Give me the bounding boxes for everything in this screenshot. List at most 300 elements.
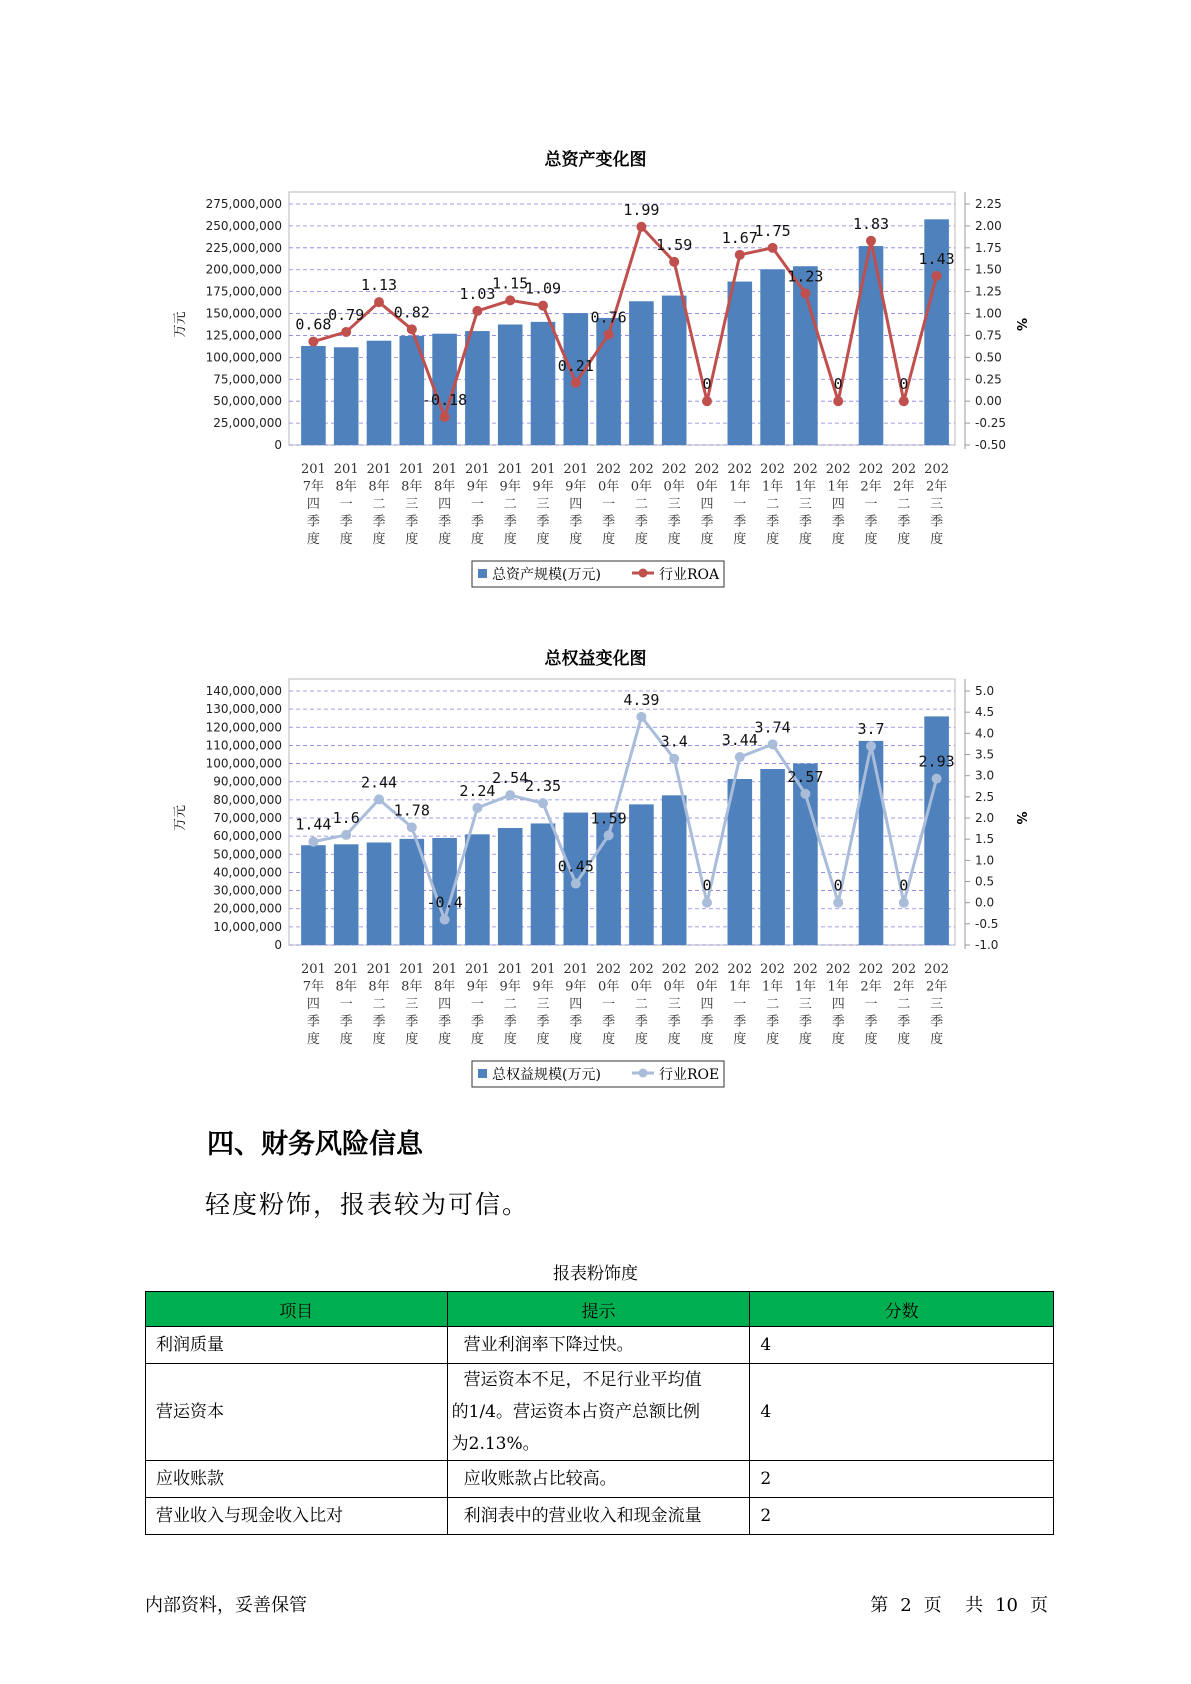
x-tick-label: 四 [831, 997, 845, 1012]
x-tick-label: 季 [831, 514, 845, 530]
x-tick-label: 1年 [729, 979, 751, 995]
total-equity-chart [0, 650, 1191, 1090]
x-tick-label: 8年 [433, 479, 456, 495]
x-tick-label: 度 [536, 532, 550, 547]
row-score: 4 [750, 1327, 1054, 1364]
bar [367, 341, 392, 445]
x-tick-label: 201 [399, 962, 425, 977]
footer-page-prefix: 第 [870, 1595, 889, 1616]
x-tick-label: 四 [569, 997, 583, 1012]
y2-tick-label: 4.5 [975, 705, 995, 720]
x-tick-label: 季 [536, 1014, 550, 1030]
y2-tick-label: 0.00 [975, 394, 1002, 409]
line-point [440, 412, 450, 422]
row-hint-line: 为2.13%。 [451, 1434, 540, 1454]
x-tick-label: 度 [766, 532, 780, 547]
x-tick-label: 201 [464, 462, 490, 477]
x-tick-label: 度 [339, 532, 353, 547]
row-item: 应收账款 [146, 1461, 448, 1498]
line-point [571, 879, 581, 889]
y2-axis-label: % [1013, 317, 1028, 332]
point-label: 1.43 [918, 249, 955, 268]
bar [301, 346, 326, 445]
x-tick-label: 度 [405, 1032, 419, 1047]
x-tick-label: 202 [792, 462, 818, 477]
y-tick-label: 250,000,000 [205, 218, 282, 233]
total-assets-chart [0, 150, 1191, 590]
bar [760, 769, 785, 945]
point-label: 1.44 [295, 815, 332, 834]
bar [728, 282, 753, 445]
bar [334, 347, 359, 445]
y-tick-label: 150,000,000 [205, 306, 282, 321]
row-item: 营业收入与现金收入比对 [146, 1498, 448, 1535]
x-tick-label: 8年 [401, 979, 423, 995]
x-tick-label: 一 [602, 497, 616, 512]
x-tick-label: 0年 [696, 479, 718, 495]
point-label: -0.4 [426, 893, 463, 912]
y-axis-label: 万元 [173, 804, 188, 832]
y-tick-label: 90,000,000 [213, 774, 282, 789]
point-label: 2.54 [492, 769, 529, 788]
x-tick-label: 202 [694, 462, 720, 477]
point-label: 0 [702, 375, 712, 394]
line-point [669, 257, 679, 267]
x-tick-label: 四 [831, 497, 845, 512]
y2-tick-label: 2.00 [975, 218, 1002, 233]
line-point [899, 898, 909, 908]
point-label: 3.4 [660, 732, 688, 751]
point-label: 2.44 [360, 773, 398, 792]
y2-tick-label: -0.25 [975, 416, 1007, 431]
x-tick-label: 季 [339, 514, 353, 530]
footer-page-number: 2 [900, 1595, 912, 1616]
x-tick-label: 度 [602, 532, 616, 547]
x-tick-label: 0年 [630, 479, 653, 495]
line-point [604, 830, 614, 840]
y-tick-label: 275,000,000 [205, 197, 282, 211]
line-point [866, 236, 876, 246]
line-point [341, 830, 351, 840]
x-tick-label: 2年 [860, 479, 882, 495]
x-tick-label: 度 [470, 1032, 484, 1047]
x-tick-label: 8年 [368, 479, 390, 495]
x-tick-label: 度 [306, 532, 320, 547]
line-point [407, 324, 417, 334]
x-tick-label: 202 [596, 462, 622, 477]
x-tick-label: 季 [306, 514, 320, 530]
x-tick-label: 2年 [893, 479, 915, 495]
point-label: 1.13 [360, 276, 398, 295]
point-label: 1.15 [492, 274, 529, 293]
chart-1-title: 总资产变化图 [544, 150, 647, 170]
x-tick-label: 201 [333, 462, 359, 477]
x-tick-label: 0年 [663, 979, 685, 995]
line-point [702, 396, 712, 406]
x-tick-label: 201 [563, 962, 589, 977]
x-tick-label: 四 [700, 997, 714, 1012]
x-tick-label: 1年 [827, 979, 849, 995]
y2-tick-label: 2.0 [975, 811, 995, 825]
x-tick-label: 8年 [401, 479, 423, 495]
y-tick-label: 60,000,000 [213, 829, 282, 844]
x-tick-label: 202 [727, 962, 753, 977]
line-point [800, 288, 810, 298]
x-tick-label: 9年 [532, 979, 554, 995]
legend-line-marker [639, 1069, 648, 1078]
x-tick-label: 201 [399, 462, 425, 477]
x-tick-label: 度 [930, 532, 944, 547]
line-point [932, 774, 942, 784]
x-tick-label: 7年 [302, 479, 325, 495]
point-label: 3.74 [754, 718, 791, 737]
x-tick-label: 度 [831, 532, 845, 547]
x-tick-label: 度 [438, 532, 452, 547]
point-label: 2.24 [459, 781, 496, 800]
table-header-row [146, 1292, 1054, 1327]
x-tick-label: 季 [438, 1014, 452, 1030]
legend-bar-swatch [478, 1069, 487, 1078]
x-tick-label: 201 [366, 462, 392, 477]
line-point [899, 396, 909, 406]
x-tick-label: 202 [858, 962, 884, 977]
line-point [440, 915, 450, 925]
y-tick-label: 140,000,000 [205, 684, 282, 698]
y2-tick-label: 1.0 [975, 853, 995, 868]
x-tick-label: 季 [930, 514, 944, 530]
x-tick-label: 9年 [466, 479, 489, 495]
x-tick-label: 9年 [466, 979, 489, 995]
y2-tick-label: 5.0 [975, 684, 995, 698]
conclusion-text: 轻度粉饰，报表较为可信。 [205, 1190, 530, 1219]
x-tick-label: 三 [536, 997, 550, 1012]
x-tick-label: 季 [634, 514, 648, 530]
y-tick-label: 120,000,000 [205, 720, 282, 735]
x-tick-label: 三 [798, 497, 812, 512]
x-tick-label: 度 [405, 532, 419, 547]
point-label: 1.6 [332, 808, 360, 827]
x-tick-label: 2年 [925, 479, 948, 495]
x-tick-label: 季 [569, 514, 583, 530]
legend-bar-label: 总权益规模(万元) [492, 1067, 601, 1083]
chart-2-title: 总权益变化图 [544, 649, 647, 669]
x-tick-label: 季 [897, 1014, 911, 1030]
y2-tick-label: 0.50 [975, 350, 1002, 365]
x-tick-label: 季 [602, 514, 616, 530]
y2-tick-label: -1.0 [975, 938, 999, 952]
x-tick-label: 度 [897, 1032, 911, 1047]
footer-page-info [864, 1591, 1054, 1617]
x-tick-label: 季 [438, 514, 452, 530]
x-tick-label: 0年 [597, 479, 620, 495]
x-tick-label: 度 [372, 532, 386, 547]
y-tick-label: 0 [274, 438, 282, 452]
line-point [702, 898, 712, 908]
x-tick-label: 度 [438, 1032, 452, 1047]
x-tick-label: 度 [766, 1032, 780, 1047]
y2-tick-label: 0.75 [975, 328, 1002, 343]
y2-tick-label: 3.0 [975, 768, 995, 783]
y-tick-label: 80,000,000 [213, 792, 282, 807]
x-tick-label: 201 [530, 962, 556, 977]
footer-page-unit: 页 [923, 1595, 942, 1616]
x-tick-label: 8年 [335, 479, 357, 495]
y-tick-label: 40,000,000 [213, 865, 282, 880]
point-label: 0 [702, 876, 712, 895]
x-tick-label: 季 [569, 1014, 583, 1030]
point-label: 2.35 [524, 777, 562, 796]
y2-tick-label: 1.50 [975, 262, 1002, 277]
x-tick-label: 202 [760, 462, 786, 477]
x-tick-label: 季 [667, 514, 681, 530]
point-label: 0 [899, 876, 909, 895]
row-score: 4 [750, 1364, 1054, 1461]
row-hint-line: 营业利润率下降过快。 [463, 1335, 634, 1355]
y2-tick-label: 4.0 [975, 726, 995, 741]
x-tick-label: 季 [405, 514, 419, 530]
row-hint [447, 1327, 750, 1364]
point-label: 1.59 [590, 809, 627, 828]
bar [760, 269, 785, 445]
x-tick-label: 202 [628, 462, 654, 477]
bar [301, 845, 326, 945]
line-point [768, 243, 778, 253]
x-tick-label: 四 [438, 497, 452, 512]
table-body [146, 1327, 1054, 1535]
y-tick-label: 110,000,000 [205, 738, 282, 753]
x-tick-label: 202 [628, 962, 654, 977]
x-tick-label: 1年 [761, 479, 784, 495]
x-tick-label: 201 [432, 962, 458, 977]
line-point [735, 250, 745, 260]
y-tick-label: 25,000,000 [213, 416, 282, 431]
x-tick-label: 季 [798, 514, 812, 530]
x-tick-label: 0年 [663, 479, 685, 495]
point-label: 1.03 [459, 284, 496, 303]
y-axis-label: 万元 [173, 311, 188, 338]
x-tick-label: 一 [864, 497, 878, 512]
point-label: -0.18 [422, 390, 468, 409]
x-tick-label: 0年 [597, 979, 620, 995]
x-tick-label: 度 [634, 1032, 648, 1047]
point-label: 0.21 [557, 356, 594, 375]
x-tick-label: 度 [930, 1032, 944, 1047]
bar [334, 844, 359, 945]
x-tick-label: 三 [798, 997, 812, 1012]
point-label: 2.57 [787, 767, 824, 786]
legend-line-label: 行业ROE [659, 1067, 720, 1083]
legend-bar-label: 总资产规模(万元) [492, 567, 601, 583]
line-point [538, 301, 548, 311]
bar [728, 779, 753, 945]
line-point [341, 327, 351, 337]
point-label: 3.44 [721, 731, 758, 750]
point-label: 1.83 [852, 214, 890, 233]
x-tick-label: 202 [891, 962, 917, 977]
x-tick-label: 202 [858, 462, 884, 477]
x-tick-label: 201 [300, 962, 326, 977]
point-label: 1.99 [623, 200, 660, 219]
x-tick-label: 度 [503, 1032, 517, 1047]
point-label: 1.59 [656, 235, 693, 254]
point-label: 1.23 [787, 267, 824, 286]
x-tick-label: 季 [700, 514, 714, 530]
x-tick-label: 二 [372, 497, 386, 512]
header-hint: 提示 [447, 1292, 750, 1327]
row-hint-line: 利润表中的营业收入和现金流量 [463, 1506, 702, 1526]
footer-confidential: 内部资料，妥善保管 [145, 1595, 307, 1616]
bar [629, 804, 654, 945]
x-tick-label: 201 [333, 962, 359, 977]
x-tick-label: 度 [700, 532, 714, 547]
x-tick-label: 二 [766, 997, 780, 1012]
line-point [308, 837, 318, 847]
x-tick-label: 201 [563, 462, 589, 477]
x-tick-label: 201 [300, 462, 326, 477]
row-hint-line: 应收账款占比较高。 [463, 1469, 617, 1489]
x-tick-label: 二 [766, 497, 780, 512]
x-tick-label: 度 [798, 1032, 812, 1047]
line-point [472, 306, 482, 316]
x-tick-label: 三 [667, 497, 681, 512]
table-row [146, 1461, 1054, 1498]
footer-total-prefix: 共 [965, 1595, 984, 1616]
x-tick-label: 1年 [794, 479, 817, 495]
x-tick-label: 季 [405, 1014, 419, 1030]
x-tick-label: 度 [569, 1032, 583, 1047]
section-heading: 四、财务风险信息 [207, 1129, 423, 1160]
x-tick-label: 202 [924, 962, 950, 977]
y-tick-label: 100,000,000 [205, 350, 282, 365]
x-tick-label: 季 [536, 514, 550, 530]
line-point [308, 337, 318, 347]
x-tick-label: 1年 [827, 479, 849, 495]
point-label: 0 [833, 876, 843, 895]
row-item: 营运资本 [146, 1364, 448, 1461]
x-tick-label: 202 [825, 962, 851, 977]
y-tick-label: 130,000,000 [205, 702, 282, 717]
bar [531, 823, 556, 945]
x-tick-label: 季 [766, 1014, 780, 1030]
y2-tick-label: -0.5 [975, 916, 999, 931]
y2-axis-label: % [1013, 811, 1028, 825]
bar [859, 741, 884, 945]
bar [498, 325, 523, 446]
y-tick-label: 125,000,000 [205, 328, 282, 343]
line-point [669, 754, 679, 764]
y2-tick-label: 3.5 [975, 747, 995, 762]
row-hint [447, 1461, 750, 1498]
row-item: 利润质量 [146, 1327, 448, 1364]
x-tick-label: 度 [536, 1032, 550, 1047]
x-tick-label: 度 [798, 532, 812, 547]
line-point [374, 297, 384, 307]
x-tick-label: 201 [530, 462, 556, 477]
x-tick-label: 二 [503, 497, 517, 512]
point-label: 0 [833, 375, 843, 394]
x-tick-label: 季 [798, 1014, 812, 1030]
header-item: 项目 [146, 1292, 448, 1327]
x-tick-label: 季 [864, 514, 878, 530]
x-tick-label: 季 [372, 1014, 386, 1030]
row-hint [447, 1364, 750, 1461]
y2-tick-label: 0.25 [975, 372, 1002, 387]
point-label: 0.76 [590, 308, 627, 327]
x-tick-label: 9年 [499, 979, 521, 995]
y2-tick-label: 2.5 [975, 789, 995, 804]
y-tick-label: 30,000,000 [213, 883, 282, 898]
x-tick-label: 9年 [532, 479, 554, 495]
bar [629, 301, 654, 445]
y-tick-label: 100,000,000 [205, 756, 282, 771]
x-tick-label: 季 [930, 1014, 944, 1030]
x-tick-label: 202 [661, 462, 687, 477]
x-tick-label: 季 [766, 514, 780, 530]
point-label: 0 [899, 375, 909, 394]
x-tick-label: 度 [831, 1032, 845, 1047]
line-point [735, 752, 745, 762]
x-tick-label: 三 [930, 997, 944, 1012]
bar [465, 331, 490, 445]
x-tick-label: 9年 [565, 979, 587, 995]
x-tick-label: 季 [306, 1014, 320, 1030]
point-label: 4.39 [623, 690, 660, 709]
x-tick-label: 季 [700, 1014, 714, 1030]
x-tick-label: 0年 [630, 979, 653, 995]
line-point [604, 330, 614, 340]
bar [924, 716, 949, 945]
legend-bar-swatch [478, 569, 487, 578]
y2-tick-label: 1.5 [975, 832, 995, 847]
header-score: 分数 [750, 1292, 1054, 1327]
x-tick-label: 1年 [761, 979, 784, 995]
x-tick-label: 度 [569, 532, 583, 547]
x-tick-label: 季 [372, 514, 386, 530]
footer-total-unit: 页 [1030, 1595, 1048, 1616]
y-tick-label: 225,000,000 [205, 240, 282, 255]
x-tick-label: 二 [372, 997, 386, 1012]
table-row [146, 1498, 1054, 1535]
y2-tick-label: 1.00 [975, 306, 1002, 321]
line-point [800, 789, 810, 799]
x-tick-label: 201 [464, 962, 490, 977]
x-tick-label: 三 [405, 497, 419, 512]
point-label: 1.78 [393, 801, 430, 820]
line-point [636, 712, 646, 722]
legend-line-label: 行业ROA [659, 567, 720, 583]
x-tick-label: 201 [497, 462, 523, 477]
bar [498, 828, 523, 945]
x-tick-label: 一 [602, 997, 616, 1012]
x-tick-label: 7年 [302, 979, 325, 995]
point-label: 1.75 [754, 221, 791, 240]
y2-tick-label: 0.5 [975, 874, 995, 889]
x-tick-label: 季 [470, 1014, 484, 1030]
x-tick-label: 1年 [794, 979, 817, 995]
x-tick-label: 一 [864, 997, 878, 1012]
x-tick-label: 度 [339, 1032, 353, 1047]
x-tick-label: 二 [503, 997, 517, 1012]
y-tick-label: 20,000,000 [213, 901, 282, 916]
x-tick-label: 度 [667, 532, 681, 547]
x-tick-label: 季 [339, 1014, 353, 1030]
x-tick-label: 四 [700, 497, 714, 512]
x-tick-label: 0年 [696, 979, 718, 995]
x-tick-label: 一 [470, 497, 484, 512]
x-tick-label: 度 [306, 1032, 320, 1047]
x-tick-label: 202 [727, 462, 753, 477]
x-tick-label: 202 [596, 962, 622, 977]
